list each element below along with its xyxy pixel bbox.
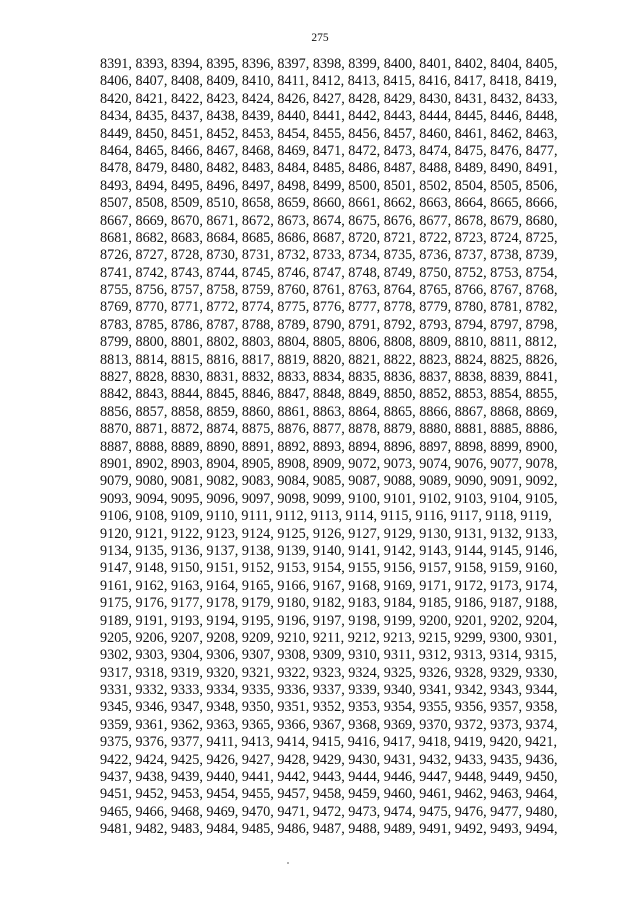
number-line: 8449, 8450, 8451, 8452, 8453, 8454, 8455, 8456, 8457, 8460, 8461, 8462, 8463, (100, 125, 558, 142)
number-line: 8799, 8800, 8801, 8802, 8803, 8804, 8805, 8806, 8808, 8809, 8810, 8811, 8812, (100, 334, 558, 351)
number-line: 9106, 9108, 9109, 9110, 9111, 9112, 9113, 9114, 9115, 9116, 9117, 9118, 9119, (100, 508, 552, 525)
number-line: 8726, 8727, 8728, 8730, 8731, 8732, 8733, 8734, 8735, 8736, 8737, 8738, 8739, (100, 247, 558, 264)
number-line: 9161, 9162, 9163, 9164, 9165, 9166, 9167, 9168, 9169, 9171, 9172, 9173, 9174, (100, 577, 558, 594)
number-line: 9481, 9482, 9483, 9484, 9485, 9486, 9487, 9488, 9489, 9491, 9492, 9493, 9494, (100, 821, 558, 838)
number-line: 8783, 8785, 8786, 8787, 8788, 8789, 8790, 8791, 8792, 8793, 8794, 8797, 8798, (100, 316, 558, 333)
number-line: 8901, 8902, 8903, 8904, 8905, 8908, 8909, 9072, 9073, 9074, 9076, 9077, 9078, (100, 455, 558, 472)
number-line: 9375, 9376, 9377, 9411, 9413, 9414, 9415, 9416, 9417, 9418, 9419, 9420, 9421, (100, 734, 558, 751)
number-line: 9359, 9361, 9362, 9363, 9365, 9366, 9367, 9368, 9369, 9370, 9372, 9373, 9374, (100, 716, 558, 733)
number-line: 8813, 8814, 8815, 8816, 8817, 8819, 8820, 8821, 8822, 8823, 8824, 8825, 8826, (100, 351, 558, 368)
number-line: 8507, 8508, 8509, 8510, 8658, 8659, 8660, 8661, 8662, 8663, 8664, 8665, 8666, (100, 195, 558, 212)
number-line: 9451, 9452, 9453, 9454, 9455, 9457, 9458, 9459, 9460, 9461, 9462, 9463, 9464, (100, 786, 558, 803)
number-line: 8406, 8407, 8408, 8409, 8410, 8411, 8412, 8413, 8415, 8416, 8417, 8418, 8419, (100, 73, 558, 90)
number-line: 9147, 9148, 9150, 9151, 9152, 9153, 9154, 9155, 9156, 9157, 9158, 9159, 9160, (100, 560, 558, 577)
number-line: 8478, 8479, 8480, 8482, 8483, 8484, 8485, 8486, 8487, 8488, 8489, 8490, 8491, (100, 160, 558, 177)
number-line: 8464, 8465, 8466, 8467, 8468, 8469, 8471, 8472, 8473, 8474, 8475, 8476, 8477, (100, 142, 558, 159)
number-line: 8391, 8393, 8394, 8395, 8396, 8397, 8398, 8399, 8400, 8401, 8402, 8404, 8405, (100, 56, 558, 72)
number-line: 9175, 9176, 9177, 9178, 9179, 9180, 9182, 9183, 9184, 9185, 9186, 9187, 9188, (100, 595, 558, 612)
number-line: 8434, 8435, 8437, 8438, 8439, 8440, 8441, 8442, 8443, 8444, 8445, 8446, 8448, (100, 108, 558, 125)
number-line: 9437, 9438, 9439, 9440, 9441, 9442, 9443, 9444, 9446, 9447, 9448, 9449, 9450, (100, 769, 558, 786)
number-line: 8755, 8756, 8757, 8758, 8759, 8760, 8761, 8763, 8764, 8765, 8766, 8767, 8768, (100, 282, 558, 299)
number-line: 8870, 8871, 8872, 8874, 8875, 8876, 8877, 8878, 8879, 8880, 8881, 8885, 8886, (100, 421, 558, 438)
number-line: 8856, 8857, 8858, 8859, 8860, 8861, 8863, 8864, 8865, 8866, 8867, 8868, 8869, (100, 403, 558, 420)
number-line: 9302, 9303, 9304, 9306, 9307, 9308, 9309, 9310, 9311, 9312, 9313, 9314, 9315, (100, 647, 558, 664)
scan-speck (287, 862, 289, 864)
number-line: 8827, 8828, 8830, 8831, 8832, 8833, 8834, 8835, 8836, 8837, 8838, 8839, 8841, (100, 369, 558, 386)
number-line: 9079, 9080, 9081, 9082, 9083, 9084, 9085, 9087, 9088, 9089, 9090, 9091, 9092, (100, 473, 558, 490)
number-line: 9345, 9346, 9347, 9348, 9350, 9351, 9352, 9353, 9354, 9355, 9356, 9357, 9358, (100, 699, 558, 716)
page-number: 275 (311, 32, 329, 44)
number-line: 9120, 9121, 9122, 9123, 9124, 9125, 9126, 9127, 9129, 9130, 9131, 9132, 9133, (100, 525, 558, 542)
number-line: 8493, 8494, 8495, 8496, 8497, 8498, 8499, 8500, 8501, 8502, 8504, 8505, 8506, (100, 177, 558, 194)
number-line: 9317, 9318, 9319, 9320, 9321, 9322, 9323, 9324, 9325, 9326, 9328, 9329, 9330, (100, 664, 558, 681)
number-line: 9331, 9332, 9333, 9334, 9335, 9336, 9337, 9339, 9340, 9341, 9342, 9343, 9344, (100, 682, 558, 699)
number-line: 8667, 8669, 8670, 8671, 8672, 8673, 8674, 8675, 8676, 8677, 8678, 8679, 8680, (100, 212, 558, 229)
number-line: 9093, 9094, 9095, 9096, 9097, 9098, 9099, 9100, 9101, 9102, 9103, 9104, 9105, (100, 490, 558, 507)
number-line: 9465, 9466, 9468, 9469, 9470, 9471, 9472, 9473, 9474, 9475, 9476, 9477, 9480, (100, 803, 558, 820)
number-line: 8741, 8742, 8743, 8744, 8745, 8746, 8747, 8748, 8749, 8750, 8752, 8753, 8754, (100, 264, 558, 281)
number-line: 8842, 8843, 8844, 8845, 8846, 8847, 8848, 8849, 8850, 8852, 8853, 8854, 8855, (100, 386, 558, 403)
number-line: 9189, 9191, 9193, 9194, 9195, 9196, 9197, 9198, 9199, 9200, 9201, 9202, 9204, (100, 612, 558, 629)
number-line: 8420, 8421, 8422, 8423, 8424, 8426, 8427, 8428, 8429, 8430, 8431, 8432, 8433, (100, 90, 558, 107)
number-line: 9205, 9206, 9207, 9208, 9209, 9210, 9211, 9212, 9213, 9215, 9299, 9300, 9301, (100, 629, 558, 646)
number-line: 8887, 8888, 8889, 8890, 8891, 8892, 8893, 8894, 8896, 8897, 8898, 8899, 8900, (100, 438, 558, 455)
number-line: 9422, 9424, 9425, 9426, 9427, 9428, 9429, 9430, 9431, 9432, 9433, 9435, 9436, (100, 751, 558, 768)
number-line: 9134, 9135, 9136, 9137, 9138, 9139, 9140, 9141, 9142, 9143, 9144, 9145, 9146, (100, 542, 558, 559)
number-line: 8769, 8770, 8771, 8772, 8774, 8775, 8776, 8777, 8778, 8779, 8780, 8781, 8782, (100, 299, 558, 316)
number-list (100, 56, 558, 839)
number-line: 8681, 8682, 8683, 8684, 8685, 8686, 8687, 8720, 8721, 8722, 8723, 8724, 8725, (100, 229, 558, 246)
